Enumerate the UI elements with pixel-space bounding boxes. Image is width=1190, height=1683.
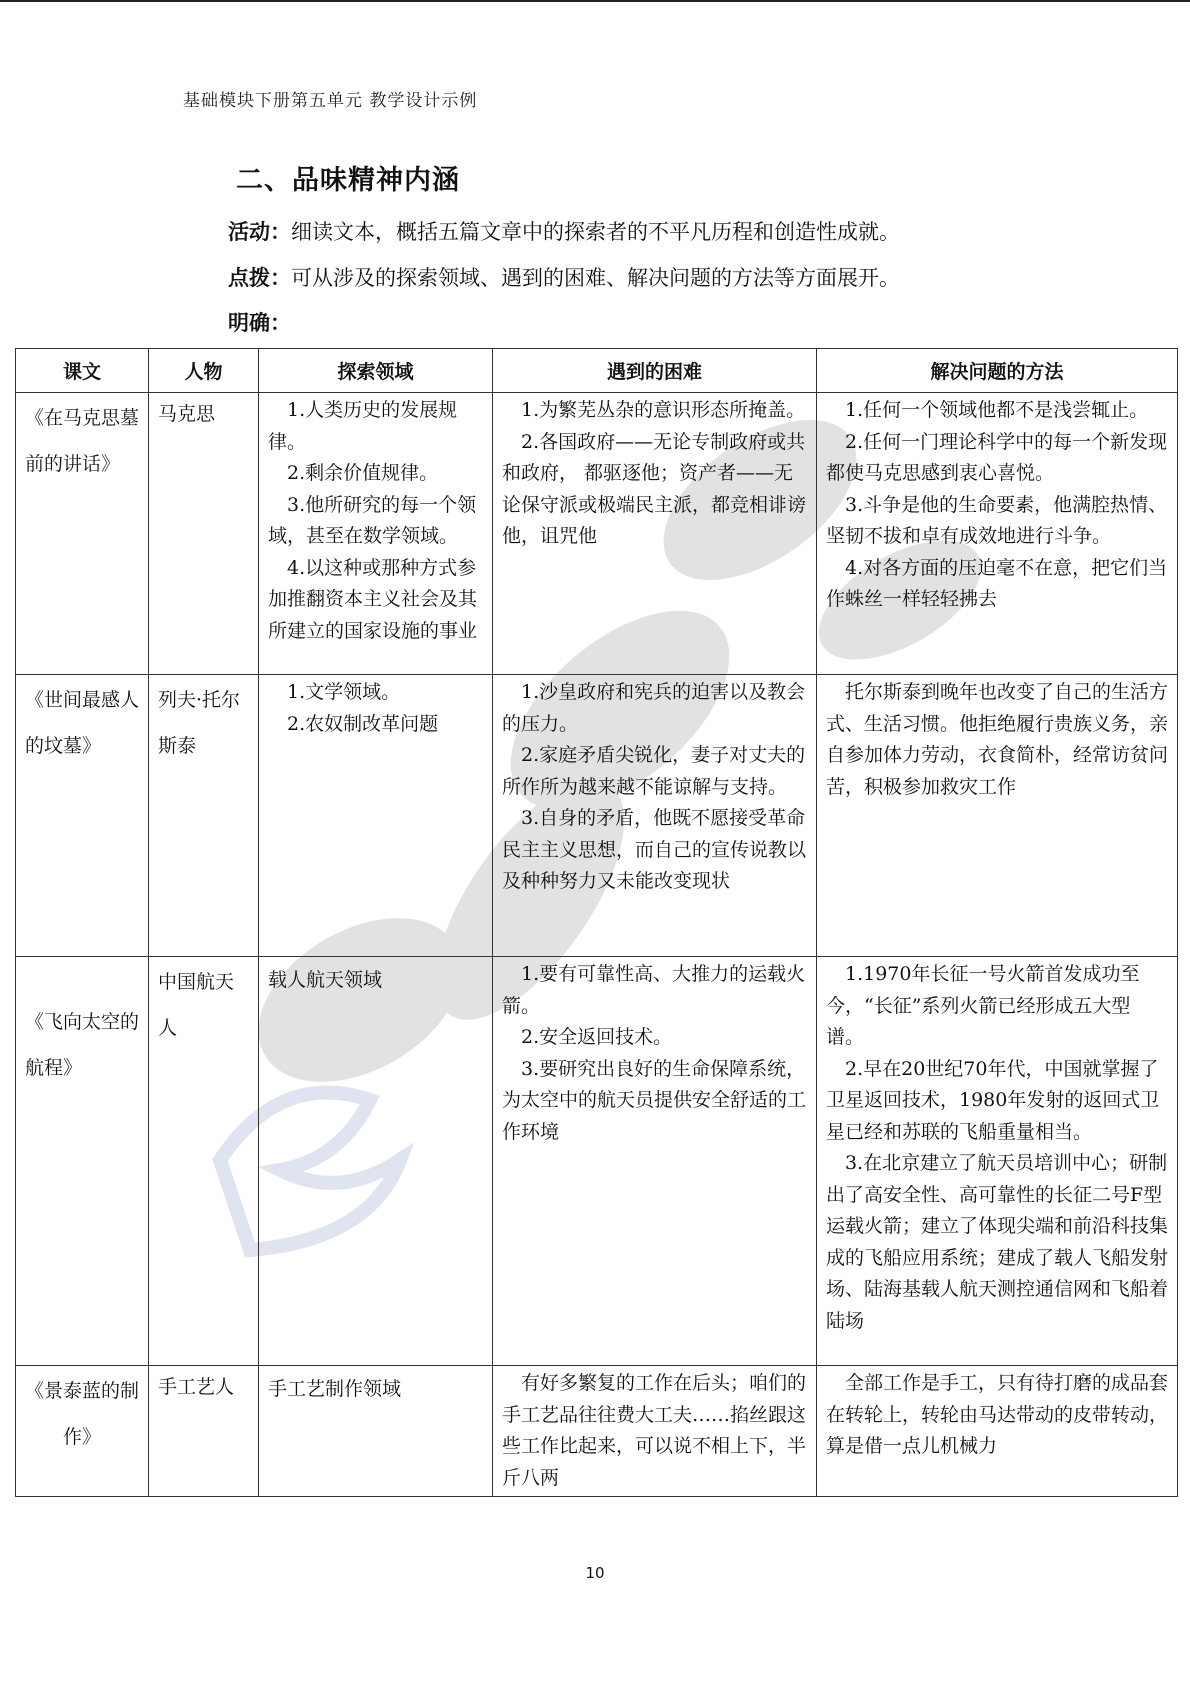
cell-line: 全部工作是手工，只有待打磨的成品套在转轮上，转轮由马达带动的皮带转动，算是借一点儿机械力	[826, 1372, 1169, 1457]
cell-line: 2.家庭矛盾尖锐化，妻子对丈夫的所作所为越来越不能谅解与支持。	[502, 744, 806, 798]
cell-difficulty	[493, 957, 817, 1366]
clarify-paragraph	[228, 308, 291, 338]
cell-line: 2.农奴制改革问题	[287, 712, 439, 735]
activity-paragraph	[228, 217, 900, 247]
cell-text-title: 《世间最感人的坟墓》	[16, 675, 149, 957]
cell-line: 4.对各方面的压迫毫不在意，把它们当作蛛丝一样轻轻拂去	[826, 556, 1168, 610]
cell-difficulty	[493, 393, 817, 675]
cell-person: 中国航天人	[149, 957, 259, 1366]
running-header: 基础模块下册第五单元 教学设计示例	[183, 91, 478, 111]
cell-field	[259, 1366, 493, 1497]
cell-line: 1.任何一个领域他都不是浅尝辄止。	[845, 399, 1149, 421]
top-rule	[0, 0, 1190, 2]
cell-difficulty	[493, 1366, 817, 1497]
cell-line: 有好多繁复的工作在后头；咱们的手工艺品往往费大工夫……掐丝跟这些工作比起来，可以说不相上下，半斤八两	[502, 1372, 807, 1489]
table-header-row	[16, 349, 1178, 393]
cell-line: 3.斗争是他的生命要素，他满腔热情、坚韧不拔和卓有成效地进行斗争。	[826, 493, 1168, 547]
section-heading: 二、品味精神内涵	[236, 165, 460, 196]
cell-line: 4.以这种或那种方式参加推翻资本主义社会及其所建立的国家设施的事业	[268, 556, 478, 642]
cell-difficulty	[493, 675, 817, 957]
header-text: 课文	[16, 349, 149, 393]
comparison-table	[15, 348, 1178, 1497]
header-field: 探索领域	[259, 349, 493, 393]
cell-line: 3.自身的矛盾，他既不愿接受革命民主主义思想，而自己的宣传说教以及种种努力又未能改变现状	[502, 807, 807, 892]
cell-method	[817, 393, 1178, 675]
table-row	[16, 675, 1178, 957]
cell-line: 2.任何一门理论科学中的每一个新发现都使马克思感到衷心喜悦。	[826, 430, 1168, 484]
cell-line: 1.为繁芜丛杂的意识形态所掩盖。	[521, 399, 806, 421]
cell-line: 3.他所研究的每一个领域，甚至在数学领域。	[268, 493, 477, 547]
cell-text-title: 《飞向太空的航程》	[16, 957, 149, 1366]
activity-lead: 活动：	[228, 220, 291, 244]
cell-line: 手工艺制作领域	[268, 1378, 402, 1400]
cell-text-title: 《景泰蓝的制作》	[16, 1366, 149, 1497]
cell-field	[259, 957, 493, 1366]
cell-line: 3.在北京建立了航天员培训中心；研制出了高安全性、高可靠性的长征二号F型运载火箭；建立了体现尖端和前沿科技集成的飞船应用系统；建成了载人飞船发射场、陆海基载人航天测控通信网和飞船着陆场	[826, 1152, 1169, 1332]
cell-line: 托尔斯泰到晚年也改变了自己的生活方式、生活习惯。他拒绝履行贵族义务，亲自参加体力劳动，衣食简朴，经常访贫问苦，积极参加救灾工作	[826, 681, 1169, 798]
table-row	[16, 957, 1178, 1366]
cell-line: 1.人类历史的发展规律。	[268, 399, 458, 453]
hint-text: 可从涉及的探索领域、遇到的困难、解决问题的方法等方面展开。	[291, 266, 900, 290]
cell-person: 马克思	[149, 393, 259, 675]
cell-line: 2.各国政府——无论专制政府或共和政府， 都驱逐他；资产者——无论保守派或极端民主派，都竞相诽谤他，诅咒他	[502, 430, 807, 547]
cell-person: 手工艺人	[149, 1366, 259, 1497]
cell-line: 1.沙皇政府和宪兵的迫害以及教会的压力。	[502, 681, 806, 735]
hint-paragraph	[228, 263, 900, 293]
cell-line: 1.要有可靠性高、大推力的运载火箭。	[502, 963, 806, 1017]
activity-text: 细读文本，概括五篇文章中的探索者的不平凡历程和创造性成就。	[291, 220, 900, 244]
cell-field	[259, 393, 493, 675]
cell-line: 1.文学领域。	[287, 681, 401, 703]
cell-line: 2.早在20世纪70年代，中国就掌握了卫星返回技术，1980年发射的返回式卫星已经和苏联的飞船重量相当。	[826, 1057, 1160, 1143]
clarify-lead: 明确：	[228, 311, 291, 335]
cell-text-title: 《在马克思墓前的讲话》	[16, 393, 149, 675]
cell-person: 列夫·托尔斯泰	[149, 675, 259, 957]
cell-line: 载人航天领域	[268, 969, 383, 991]
cell-line: 3.要研究出良好的生命保障系统，为太空中的航天员提供安全舒适的工作环境	[502, 1057, 807, 1143]
table-row	[16, 1366, 1178, 1497]
cell-line: 2.剩余价值规律。	[287, 462, 439, 484]
cell-method	[817, 957, 1178, 1366]
cell-field	[259, 675, 493, 957]
table-row	[16, 393, 1178, 675]
header-difficulty: 遇到的困难	[493, 349, 817, 393]
cell-method	[817, 1366, 1178, 1497]
cell-method	[817, 675, 1178, 957]
header-method: 解决问题的方法	[817, 349, 1178, 393]
cell-line: 1.1970年长征一号火箭首发成功至今，“长征”系列火箭已经形成五大型谱。	[826, 963, 1140, 1048]
header-person: 人物	[149, 349, 259, 393]
cell-line: 2.安全返回技术。	[521, 1026, 673, 1048]
hint-lead: 点拨：	[228, 266, 291, 290]
page-number: 10	[585, 1564, 605, 1582]
